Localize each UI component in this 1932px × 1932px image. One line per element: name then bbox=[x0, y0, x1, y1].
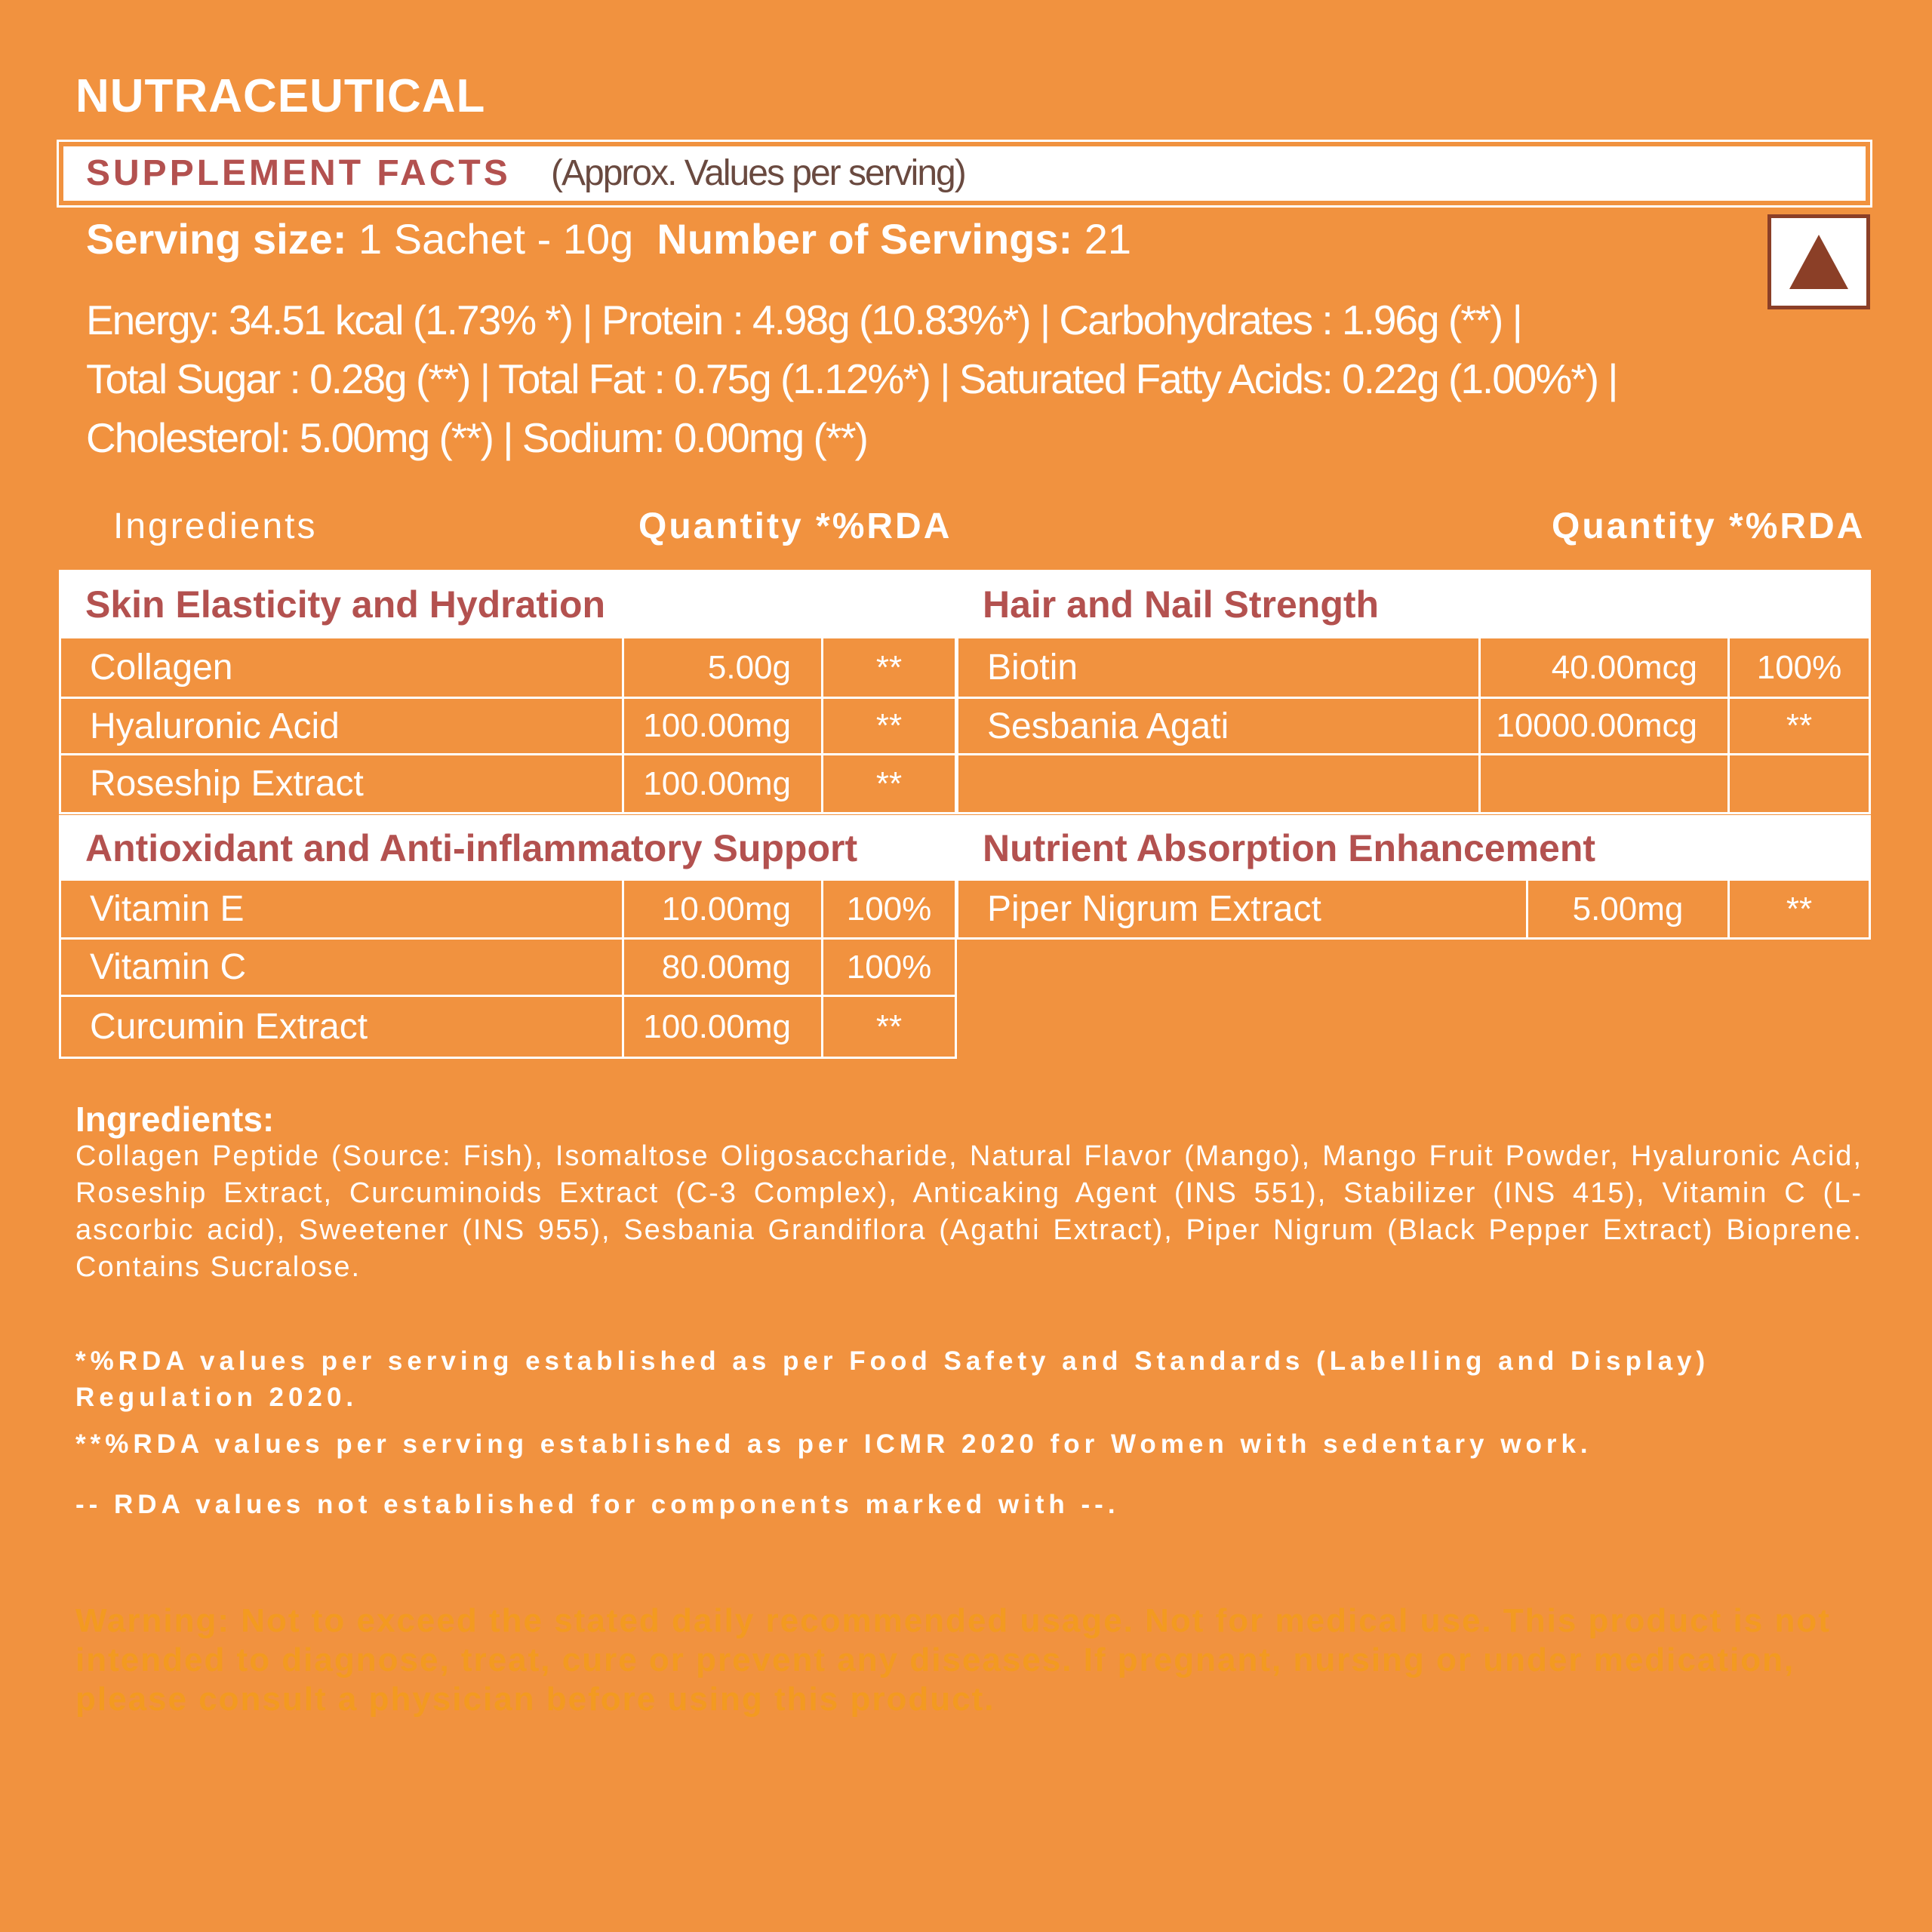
table-row bbox=[60, 638, 956, 698]
ingredient-quantity: 100.00mg bbox=[623, 698, 823, 755]
warning-label: Warning: bbox=[75, 1602, 230, 1639]
ingredient-quantity: 100.00mg bbox=[623, 996, 823, 1058]
supplement-facts-subtitle: (Approx. Values per serving) bbox=[551, 153, 965, 193]
antioxidant-table bbox=[59, 815, 957, 1059]
ingredients-text: Collagen Peptide (Source: Fish), Isomaltose Oligosaccharide, Natural Flavor (Mango), Mango Fruit Powder, Hyaluronic Acid, Roseship Extract, Curcuminoids Extract (C-3 Complex), Anticaking Agent (INS 551), Stabilizer (INS 415), Vitamin C (L-ascorbic acid), Sweetener (INS 955), Sesbania Grandiflora (Agathi Extract), Piper Nigrum (Black Pepper Extract) Bioprene. Contains Sucralose. bbox=[75, 1140, 1863, 1283]
skin-elasticity-table bbox=[59, 570, 957, 814]
table-row bbox=[60, 698, 956, 755]
table-row bbox=[958, 880, 1870, 939]
ingredient-rda: ** bbox=[823, 996, 956, 1058]
ingredient-rda: ** bbox=[1729, 698, 1870, 755]
table-row bbox=[60, 755, 956, 814]
ingredient-quantity: 5.00mg bbox=[1527, 880, 1729, 939]
servings-count-value: 21 bbox=[1084, 215, 1132, 263]
hair-nail-table bbox=[956, 570, 1871, 814]
ingredient-name: Sesbania Agati bbox=[958, 698, 1480, 755]
nutrition-line: Cholesterol: 5.00mg (**) | Sodium: 0.00mg (**) bbox=[86, 414, 867, 461]
nutrition-line: Energy: 34.51 kcal (1.73% *) | Protein : 4.98g (10.83%*) | Carbohydrates : 1.96g (**) | bbox=[86, 297, 1521, 343]
ingredient-rda bbox=[1729, 755, 1870, 814]
ingredient-rda: ** bbox=[823, 638, 956, 698]
ingredient-quantity: 10000.00mcg bbox=[1480, 698, 1729, 755]
serving-size-value: 1 Sachet - 10g bbox=[358, 215, 634, 263]
table-row bbox=[60, 996, 956, 1058]
serving-info bbox=[86, 214, 1131, 263]
ingredient-quantity: 5.00g bbox=[623, 638, 823, 698]
ingredient-name: Vitamin C bbox=[60, 939, 623, 996]
ingredient-quantity bbox=[1480, 755, 1729, 814]
ingredient-rda: ** bbox=[823, 755, 956, 814]
section-title: Hair and Nail Strength bbox=[958, 571, 1870, 638]
ingredients-column-header: Ingredients bbox=[113, 506, 318, 546]
ingredient-rda: 100% bbox=[1729, 638, 1870, 698]
ingredient-name: Roseship Extract bbox=[60, 755, 623, 814]
quantity-rda-header-left: Quantity *%RDA bbox=[638, 506, 952, 546]
ingredient-name: Biotin bbox=[958, 638, 1480, 698]
nutrition-line: Total Sugar : 0.28g (**) | Total Fat : 0.75g (1.12%*) | Saturated Fatty Acids: 0.22g (1.00%*) | bbox=[86, 355, 1617, 402]
ingredient-rda: 100% bbox=[823, 939, 956, 996]
rda-note-not-established: -- RDA values not established for components marked with --. bbox=[75, 1490, 1120, 1519]
section-title: Nutrient Absorption Enhancement bbox=[958, 817, 1870, 880]
supplement-facts-header bbox=[62, 145, 1867, 202]
ingredient-name: Hyaluronic Acid bbox=[60, 698, 623, 755]
absorption-table bbox=[956, 815, 1871, 940]
triangle-icon bbox=[1767, 214, 1870, 309]
table-row bbox=[958, 755, 1870, 814]
table-row bbox=[60, 880, 956, 939]
table-row bbox=[60, 939, 956, 996]
ingredient-quantity: 100.00mg bbox=[623, 755, 823, 814]
brand-title: NUTRACEUTICAL bbox=[75, 70, 486, 122]
table-row bbox=[958, 638, 1870, 698]
section-title: Antioxidant and Anti-inflammatory Support bbox=[60, 817, 956, 880]
ingredient-name: Collagen bbox=[60, 638, 623, 698]
ingredient-name: Vitamin E bbox=[60, 880, 623, 939]
warning-text bbox=[75, 1601, 1872, 1719]
ingredient-rda: ** bbox=[1729, 880, 1870, 939]
ingredient-rda: ** bbox=[823, 698, 956, 755]
supplement-facts-title: SUPPLEMENT FACTS bbox=[86, 153, 511, 193]
ingredient-name: Curcumin Extract bbox=[60, 996, 623, 1058]
servings-count-label: Number of Servings: bbox=[657, 215, 1073, 263]
ingredient-name bbox=[958, 755, 1480, 814]
warning-body: Not to exceed the stated daily recommended usage. Not for medical use. This product is not intended to diagnose, treat, cure or prevent any diseases. If pregnant, nursing or under medication, please consult a physician before using this product. bbox=[75, 1602, 1831, 1718]
table-row bbox=[958, 698, 1870, 755]
serving-size-label: Serving size: bbox=[86, 215, 347, 263]
ingredient-name: Piper Nigrum Extract bbox=[958, 880, 1527, 939]
rda-note-fssai: *%RDA values per serving established as per Food Safety and Standards (Labelling and Display) Regulation 2020. bbox=[75, 1346, 1710, 1412]
ingredient-quantity: 10.00mg bbox=[623, 880, 823, 939]
ingredient-quantity: 40.00mcg bbox=[1480, 638, 1729, 698]
rda-note-icmr: **%RDA values per serving established as per ICMR 2020 for Women with sedentary work. bbox=[75, 1429, 1592, 1459]
section-title: Skin Elasticity and Hydration bbox=[60, 571, 956, 638]
ingredient-quantity: 80.00mg bbox=[623, 939, 823, 996]
ingredient-rda: 100% bbox=[823, 880, 956, 939]
quantity-rda-header-right: Quantity *%RDA bbox=[1552, 506, 1866, 546]
ingredients-title: Ingredients: bbox=[75, 1100, 275, 1139]
